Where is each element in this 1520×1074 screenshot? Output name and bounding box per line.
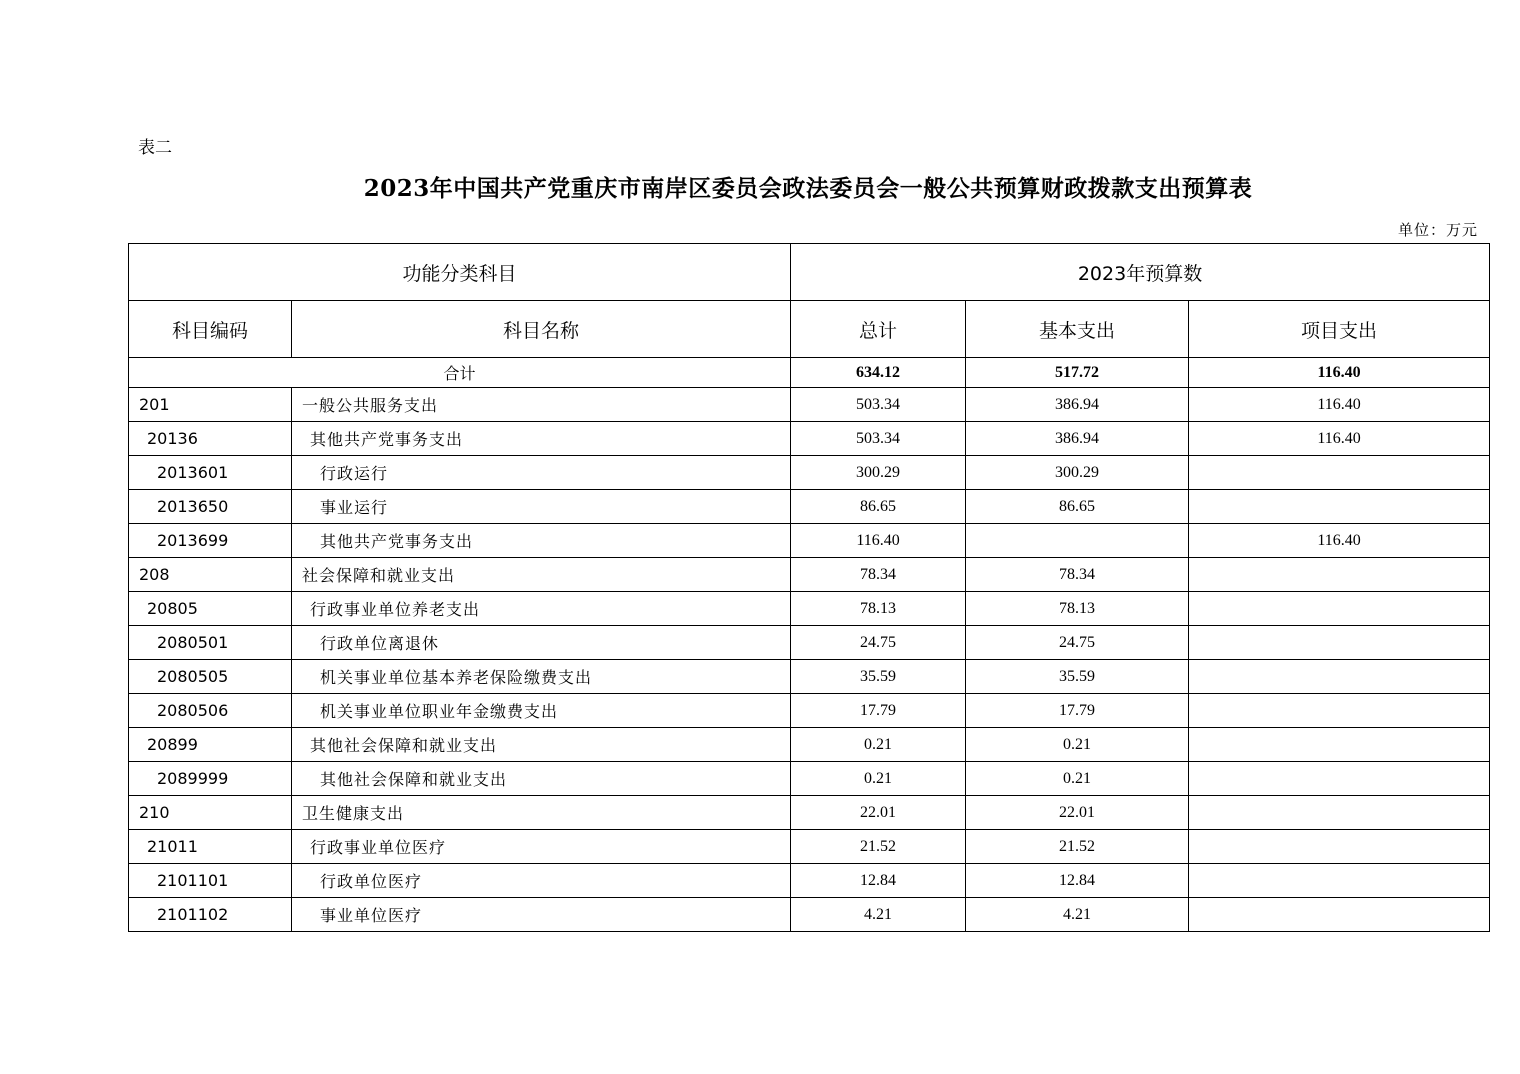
row-name: 卫生健康支出 [292, 796, 791, 830]
row-total: 78.34 [791, 558, 966, 592]
row-code: 210 [129, 796, 292, 830]
header-name: 科目名称 [292, 301, 791, 358]
row-basic: 21.52 [966, 830, 1189, 864]
row-basic: 24.75 [966, 626, 1189, 660]
row-name: 其他社会保障和就业支出 [292, 762, 791, 796]
row-code: 208 [129, 558, 292, 592]
row-basic: 0.21 [966, 762, 1189, 796]
header-row-columns [129, 301, 1490, 358]
row-basic: 78.13 [966, 592, 1189, 626]
row-total: 12.84 [791, 864, 966, 898]
row-code: 2013601 [129, 456, 292, 490]
table-row [129, 864, 1490, 898]
row-total: 0.21 [791, 762, 966, 796]
row-project [1189, 864, 1490, 898]
table-row [129, 728, 1490, 762]
row-project [1189, 830, 1490, 864]
row-project [1189, 558, 1490, 592]
row-project [1189, 456, 1490, 490]
table-row [129, 388, 1490, 422]
document-title: 2023年中国共产党重庆市南岸区委员会政法委员会一般公共预算财政拨款支出预算表 [363, 175, 1253, 202]
table-row [129, 524, 1490, 558]
row-code: 20899 [129, 728, 292, 762]
table-label: 表二 [138, 138, 172, 158]
header-row-group [129, 244, 1490, 301]
row-code: 21011 [129, 830, 292, 864]
row-basic: 386.94 [966, 388, 1189, 422]
row-project [1189, 762, 1490, 796]
total-basic: 517.72 [966, 358, 1189, 388]
row-project [1189, 728, 1490, 762]
row-name: 社会保障和就业支出 [292, 558, 791, 592]
total-total: 634.12 [791, 358, 966, 388]
row-name: 行政单位医疗 [292, 864, 791, 898]
row-project [1189, 592, 1490, 626]
unit-label: 单位：万元 [1397, 221, 1478, 239]
row-project [1189, 694, 1490, 728]
table-row [129, 660, 1490, 694]
total-project: 116.40 [1189, 358, 1490, 388]
row-total: 116.40 [791, 524, 966, 558]
row-name: 其他共产党事务支出 [292, 422, 791, 456]
row-code: 2080505 [129, 660, 292, 694]
row-total: 503.34 [791, 388, 966, 422]
row-basic: 12.84 [966, 864, 1189, 898]
row-name: 行政单位离退休 [292, 626, 791, 660]
row-project [1189, 898, 1490, 932]
row-name: 其他社会保障和就业支出 [292, 728, 791, 762]
row-basic: 4.21 [966, 898, 1189, 932]
row-project [1189, 490, 1490, 524]
header-code: 科目编码 [129, 301, 292, 358]
row-basic: 17.79 [966, 694, 1189, 728]
row-total: 78.13 [791, 592, 966, 626]
row-basic: 300.29 [966, 456, 1189, 490]
row-total: 4.21 [791, 898, 966, 932]
row-name: 事业运行 [292, 490, 791, 524]
total-label: 合计 [129, 358, 791, 388]
header-basic: 基本支出 [966, 301, 1189, 358]
row-code: 20136 [129, 422, 292, 456]
header-functional-category: 功能分类科目 [129, 244, 791, 301]
row-project [1189, 626, 1490, 660]
row-project [1189, 660, 1490, 694]
table-row [129, 422, 1490, 456]
row-total: 35.59 [791, 660, 966, 694]
row-total: 0.21 [791, 728, 966, 762]
budget-table [128, 243, 1490, 932]
header-project: 项目支出 [1189, 301, 1490, 358]
row-total: 300.29 [791, 456, 966, 490]
row-name: 机关事业单位职业年金缴费支出 [292, 694, 791, 728]
row-project: 116.40 [1189, 422, 1490, 456]
table-row [129, 558, 1490, 592]
row-total: 17.79 [791, 694, 966, 728]
row-code: 2089999 [129, 762, 292, 796]
row-total: 21.52 [791, 830, 966, 864]
row-total: 22.01 [791, 796, 966, 830]
table-row [129, 490, 1490, 524]
row-total: 503.34 [791, 422, 966, 456]
row-project: 116.40 [1189, 388, 1490, 422]
row-name: 行政事业单位医疗 [292, 830, 791, 864]
row-name: 一般公共服务支出 [292, 388, 791, 422]
table-row [129, 694, 1490, 728]
header-total: 总计 [791, 301, 966, 358]
row-basic: 0.21 [966, 728, 1189, 762]
header-budget-year: 2023年预算数 [791, 244, 1490, 301]
row-basic: 386.94 [966, 422, 1189, 456]
row-basic: 86.65 [966, 490, 1189, 524]
table-row [129, 796, 1490, 830]
row-code: 2013650 [129, 490, 292, 524]
row-name: 机关事业单位基本养老保险缴费支出 [292, 660, 791, 694]
row-code: 2080506 [129, 694, 292, 728]
row-code: 201 [129, 388, 292, 422]
row-code: 2101101 [129, 864, 292, 898]
row-name: 事业单位医疗 [292, 898, 791, 932]
table-row [129, 898, 1490, 932]
table-row [129, 626, 1490, 660]
table-row [129, 762, 1490, 796]
row-name: 行政事业单位养老支出 [292, 592, 791, 626]
row-project [1189, 796, 1490, 830]
table-row [129, 830, 1490, 864]
row-code: 20805 [129, 592, 292, 626]
table-row [129, 456, 1490, 490]
row-code: 2013699 [129, 524, 292, 558]
row-total: 24.75 [791, 626, 966, 660]
total-row [129, 358, 1490, 388]
row-basic [966, 524, 1189, 558]
table-row [129, 592, 1490, 626]
row-basic: 78.34 [966, 558, 1189, 592]
row-name: 其他共产党事务支出 [292, 524, 791, 558]
row-basic: 22.01 [966, 796, 1189, 830]
row-code: 2101102 [129, 898, 292, 932]
row-total: 86.65 [791, 490, 966, 524]
row-code: 2080501 [129, 626, 292, 660]
row-project: 116.40 [1189, 524, 1490, 558]
row-basic: 35.59 [966, 660, 1189, 694]
row-name: 行政运行 [292, 456, 791, 490]
